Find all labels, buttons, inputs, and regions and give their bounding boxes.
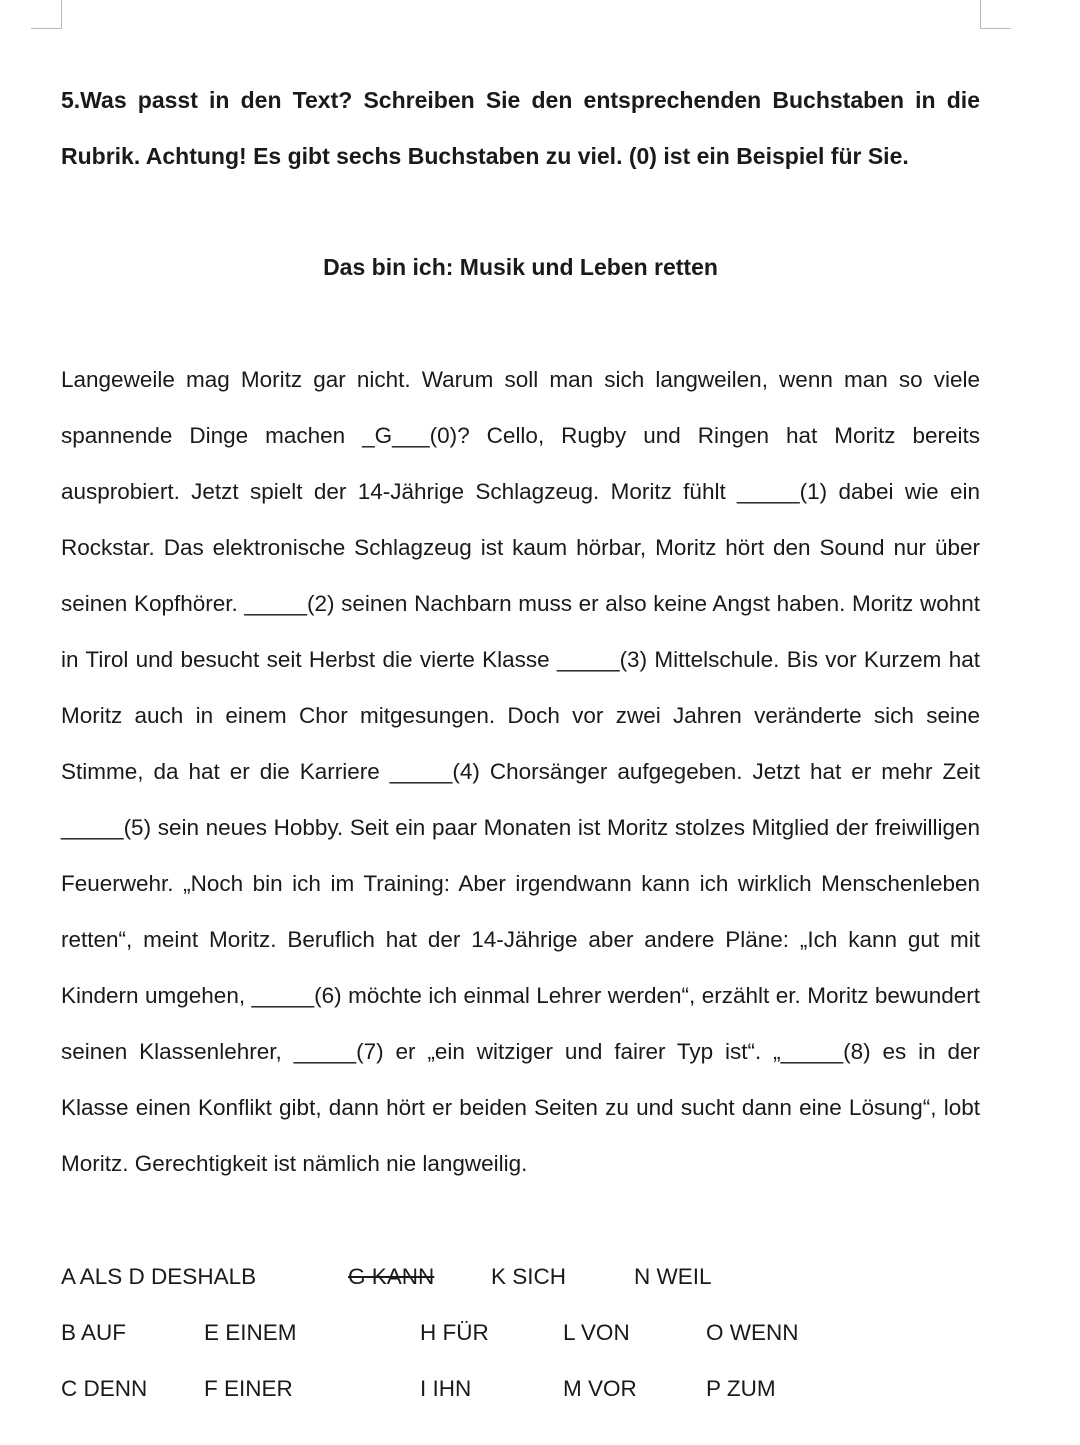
gap-0: _G___(0) (362, 423, 458, 448)
options-row-2 (61, 1306, 980, 1362)
option-n: N WEIL (634, 1264, 712, 1289)
option-c: C DENN (61, 1376, 148, 1401)
text-segment: Chorsänger aufgegeben. Jetzt hat er mehr Zeit (479, 759, 980, 784)
gap-7: _____(7) (293, 1039, 384, 1064)
text-segment: sein neues Hobby. Seit ein paar Monaten ist Moritz stolzes Mitglied der freiwilligen Feuerwehr. „Noch bin ich im Training: Aber irgendwann kann ich wirklich Menschenleben retten“, meint Moritz. Beruflich hat der 14-Jährige aber andere Pläne: „Ich kann gut mit Kindern umgehen, (61, 815, 980, 1008)
gap-2: _____(2) (244, 591, 335, 616)
option-l: L VON (563, 1320, 630, 1345)
text-segment: es in der Klasse einen Konflikt gibt, dann hört er beiden Seiten zu und sucht dann eine Lösung“, lobt Moritz. Gerechtigkeit ist nämlich nie langweilig. (61, 1039, 980, 1176)
option-m: M VOR (563, 1376, 637, 1401)
option-i: I IHN (420, 1376, 472, 1401)
option-a-d: A ALS D DESHALB (61, 1264, 257, 1289)
task-instruction: 5.Was passt in den Text? Schreiben Sie den entsprechenden Buchstaben in die Rubrik. Achtung! Es gibt sechs Buchstaben zu viel. (0) ist ein Beispiel für Sie. (61, 87, 980, 169)
page-corner-mark-right (980, 0, 1011, 29)
gap-1: _____(1) (737, 479, 828, 504)
options-row-1 (61, 1250, 980, 1306)
text-segment: möchte ich einmal Lehrer werden“, erzählt er. Moritz bewundert seinen Klassenlehrer, (61, 983, 980, 1064)
gap-8: _____(8) (780, 1039, 871, 1064)
text-segment: Mittelschule. Bis vor Kurzem hat Moritz auch in einem Chor mitgesungen. Doch vor zwei Jahren veränderte sich seine Stimme, da hat er die Karriere (61, 647, 980, 784)
option-e: E EINEM (204, 1320, 297, 1345)
option-g-example: G KANN (348, 1264, 435, 1289)
option-k: K SICH (491, 1264, 567, 1289)
text-segment: seinen Nachbarn muss er also keine Angst haben. Moritz wohnt in Tirol und besucht seit Herbst die vierte Klasse (61, 591, 980, 672)
text-title: Das bin ich: Musik und Leben retten (323, 254, 718, 280)
options-row-3 (61, 1362, 980, 1418)
option-p: P ZUM (706, 1376, 776, 1401)
gap-3: _____(3) (557, 647, 648, 672)
gap-5: _____(5) (61, 815, 152, 840)
text-segment: Langeweile mag Moritz gar nicht. Warum soll man sich langweilen, wenn man so viele spannende Dinge machen (61, 367, 980, 448)
page-corner-mark-left (31, 0, 62, 29)
option-o: O WENN (706, 1320, 799, 1345)
gap-6: _____(6) (251, 983, 342, 1008)
text-segment: dabei wie ein Rockstar. Das elektronische Schlagzeug ist kaum hörbar, Moritz hört den Sound nur über seinen Kopfhörer. (61, 479, 980, 616)
document-page (61, 72, 980, 1401)
reading-text (61, 352, 980, 1192)
text-segment: ? Cello, Rugby und Ringen hat Moritz bereits ausprobiert. Jetzt spielt der 14-Jährige Schlagzeug. Moritz fühlt (61, 423, 980, 504)
text-segment: er „ein witziger und fairer Typ ist“. „ (383, 1039, 781, 1064)
option-h: H FÜR (420, 1320, 489, 1345)
answer-options (61, 1250, 980, 1418)
option-b: B AUF (61, 1320, 127, 1345)
option-f: F EINER (204, 1376, 293, 1401)
gap-4: _____(4) (389, 759, 480, 784)
